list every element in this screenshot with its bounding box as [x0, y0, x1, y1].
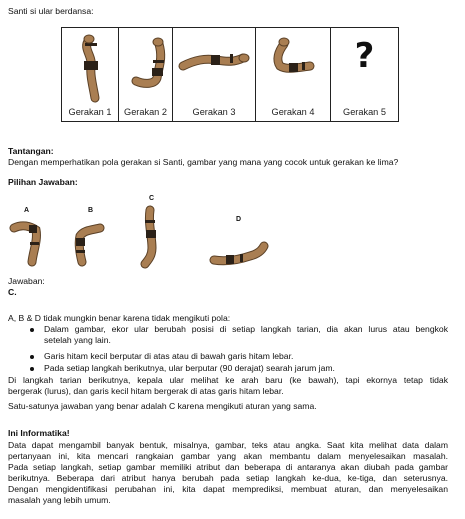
choice-a-image — [8, 218, 46, 270]
explanation-bullet-1-line-1: Dalam gambar, ekor ular berubah posisi di setiap langkah tarian, dia akan lurus atau bengkok — [44, 324, 448, 334]
choice-d-image — [208, 240, 274, 270]
explanation-intro: A, B & D tidak mungkin benar karena tidak mengikuti pola: — [8, 313, 231, 323]
move-5-cell — [330, 27, 399, 122]
informatics-heading: Ini Informatika! — [8, 428, 70, 438]
explanation-bullet-1-line-2: setelah yang lain. — [44, 335, 111, 345]
move-2-cell — [118, 27, 173, 122]
move-4-cell — [255, 27, 331, 122]
explanation-bullet-3: Pada setiap langkah berikutnya, ular berputar (90 derajat) searah jarum jam. — [44, 363, 335, 373]
bullet-dot — [30, 367, 34, 371]
question-mark: ? — [354, 36, 375, 76]
move-3-label: Gerakan 3 — [192, 106, 236, 117]
challenge-question: Dengan memperhatikan pola gerakan si Santi, gambar yang mana yang cocok untuk gerakan ke lima? — [8, 157, 399, 167]
explanation-bullet-2: Garis hitam kecil berputar di atas atau di bawah garis hitam lebar. — [44, 351, 294, 361]
answer-value: C. — [8, 287, 17, 297]
move-2-label: Gerakan 2 — [124, 106, 167, 117]
choice-c-label: C — [149, 195, 155, 202]
move-5-label: Gerakan 5 — [343, 106, 386, 117]
choice-d-label: D — [236, 216, 242, 223]
informatics-line: masalah yang lebih umum. — [8, 495, 111, 505]
choice-a-label: A — [24, 207, 30, 214]
explanation-paragraph-line-2: bergerak (lurus), dan garis kecil hitam bergerak di atas garis hitam lebar. — [8, 386, 284, 396]
choices-heading: Pilihan Jawaban: — [8, 177, 78, 187]
challenge-heading: Tantangan: — [8, 146, 54, 156]
move-1-label: Gerakan 1 — [68, 106, 112, 117]
move-1-cell — [61, 27, 119, 122]
informatics-line: Dengan mengidentifikasi perubahan ini, kita dapat memprediksi, membuat aturan, dan menyelesaikan — [8, 484, 448, 494]
intro-text: Santi si ular berdansa: — [8, 6, 94, 16]
answer-heading: Jawaban: — [8, 276, 45, 286]
explanation-conclusion: Satu-satunya jawaban yang benar adalah C karena mengikuti aturan yang sama. — [8, 401, 317, 411]
informatics-line: Data dapat mengambil banyak bentuk, misalnya, gambar, teks atau angka. Saat kita melihat data dalam — [8, 440, 448, 450]
move-4-label: Gerakan 4 — [271, 106, 315, 117]
informatics-line: pertanyaan ini, kita mencari rangkaian gambar yang akan membantu dalam menyelesaikan masalah. — [8, 451, 448, 461]
choice-b-label: B — [88, 207, 94, 214]
explanation-paragraph-line-1: Di langkah tarian berikutnya, kepala ular melihat ke arah baru (ke bawah), tapi ekornya tetap tidak — [8, 375, 448, 385]
informatics-line: Pada setiap langkah, setiap gambar memiliki atribut dan beberapa di antaranya akan diubah pada gambar — [8, 462, 448, 472]
move-3-cell — [172, 27, 256, 122]
informatics-line: berikutnya. Beberapa dari atribut hanya berubah pada setiap langkah ke-dua, ke-tiga, dan seterusnya. — [8, 473, 448, 483]
bullet-dot — [30, 328, 34, 332]
choice-b-image — [72, 220, 110, 272]
bullet-dot — [30, 355, 34, 359]
choice-c-image — [136, 204, 166, 270]
dance-sequence — [61, 27, 399, 124]
